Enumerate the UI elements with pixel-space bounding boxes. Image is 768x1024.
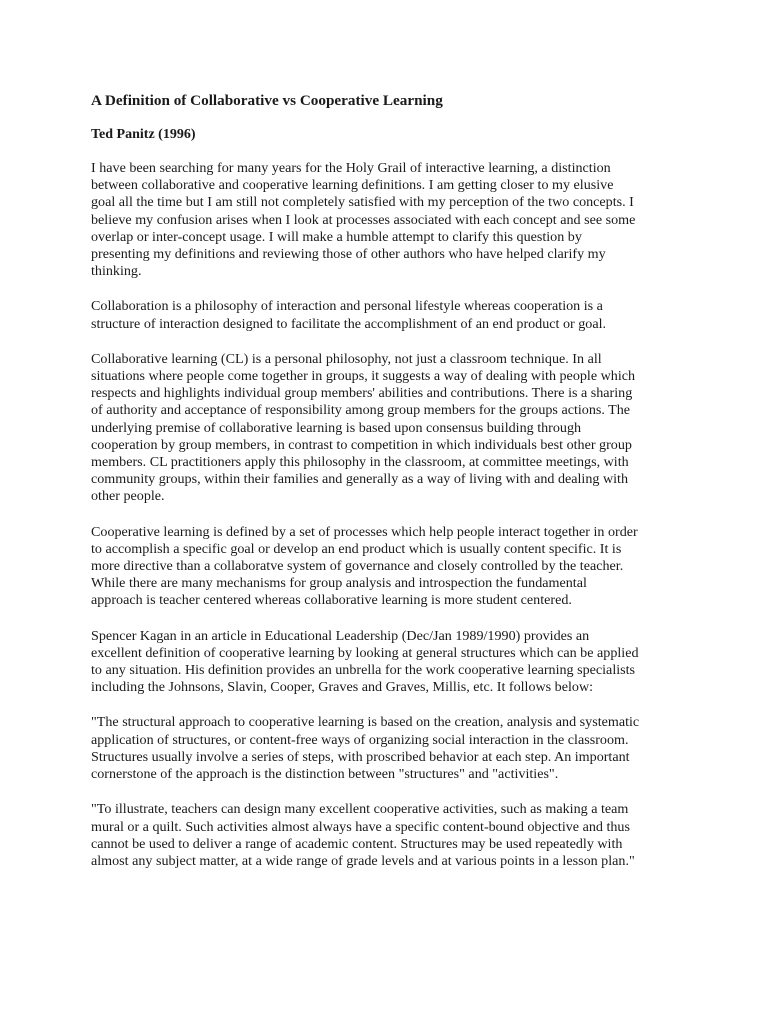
paragraph-line: mural or a quilt. Such activities almost always have a specific content-bound objective and thus (91, 818, 630, 835)
paragraph-line: community groups, within their families and generally as a way of living with and dealing with (91, 471, 629, 488)
paragraph-line: other people. (91, 488, 165, 505)
paragraph-line: believe my confusion arises when I look at processes associated with each concept and see some (91, 211, 636, 228)
paragraph-line: cooperation by group members, in contrast to competition in which individuals best other group (91, 436, 632, 453)
paragraph-line: thinking. (91, 263, 142, 280)
paragraph-line: "To illustrate, teachers can design many excellent cooperative activities, such as making a team (91, 801, 629, 818)
paragraph-line: application of structures, or content-free ways of organizing social interaction in the classroom. (91, 731, 629, 748)
paragraph-line: including the Johnsons, Slavin, Cooper, Graves and Graves, Millis, etc. It follows below: (91, 679, 594, 696)
paragraph-line: members. CL practitioners apply this philosophy in the classroom, at committee meetings, with (91, 454, 629, 471)
paragraph (91, 160, 683, 280)
paragraph-line: excellent definition of cooperative learning by looking at general structures which can be applied (91, 644, 639, 661)
paragraph-line: between collaborative and cooperative learning definitions. I am getting closer to my elusive (91, 177, 614, 194)
paragraph-line: overlap or inter-concept usage. I will make a humble attempt to clarify this question by (91, 228, 582, 245)
paragraph-line: approach is teacher centered whereas collaborative learning is more student centered. (91, 592, 572, 609)
paragraph-line: Collaborative learning (CL) is a personal philosophy, not just a classroom technique. In all (91, 350, 602, 367)
paragraph-line: almost any subject matter, at a wide range of grade levels and at various points in a lesson plan." (91, 852, 635, 869)
paragraph-line: Spencer Kagan in an article in Educational Leadership (Dec/Jan 1989/1990) provides an (91, 627, 590, 644)
paragraph-line: more directive than a collaboratve system of governance and closely controlled by the teacher. (91, 558, 624, 575)
paragraph (91, 801, 683, 870)
paragraph-line: Cooperative learning is defined by a set of processes which help people interact together in order (91, 523, 638, 540)
paragraph-line: "The structural approach to cooperative learning is based on the creation, analysis and systematic (91, 714, 640, 731)
document-body (91, 160, 683, 870)
document-title: A Definition of Collaborative vs Cooperative Learning (91, 92, 443, 109)
paragraph-line: cannot be used to deliver a range of academic content. Structures may be used repeatedly with (91, 835, 623, 852)
paragraph-line: cornerstone of the approach is the distinction between "structures" and "activities". (91, 766, 559, 783)
paragraph-line: situations where people come together in groups, it suggests a way of dealing with people which (91, 368, 636, 385)
document-page (91, 90, 683, 888)
paragraph-line: respects and highlights individual group members' abilities and contributions. There is a sharing (91, 385, 633, 402)
paragraph-line: to any situation. His definition provides an unbrella for the work cooperative learning specialists (91, 662, 636, 679)
paragraph (91, 628, 683, 697)
paragraph-line: to accomplish a specific goal or develop an end product which is usually content specific. It is (91, 540, 622, 557)
paragraph (91, 524, 683, 610)
paragraph-line: presenting my definitions and reviewing those of other authors who have helped clarify my (91, 246, 606, 263)
paragraph-line: Collaboration is a philosophy of interaction and personal lifestyle whereas cooperation is a (91, 298, 603, 315)
paragraph-line: I have been searching for many years for the Holy Grail of interactive learning, a distinction (91, 160, 611, 176)
paragraph (91, 714, 683, 783)
document-author: Ted Panitz (1996) (91, 127, 196, 142)
paragraph-line: Structures usually involve a series of steps, with proscribed behavior at each step. An important (91, 748, 630, 765)
paragraph (91, 351, 683, 506)
paragraph-line: structure of interaction designed to facilitate the accomplishment of an end product or goal. (91, 315, 607, 332)
paragraph-line: goal all the time but I am still not completely satisfied with my perception of the two concepts. I (91, 194, 634, 211)
paragraph-line: of authority and acceptance of responsibility among group members for the groups actions. The (91, 402, 631, 419)
paragraph-line: While there are many mechanisms for group analysis and introspection the fundamental (91, 575, 587, 592)
paragraph-line: underlying premise of collaborative learning is based upon consensus building through (91, 419, 582, 436)
paragraph (91, 298, 683, 332)
